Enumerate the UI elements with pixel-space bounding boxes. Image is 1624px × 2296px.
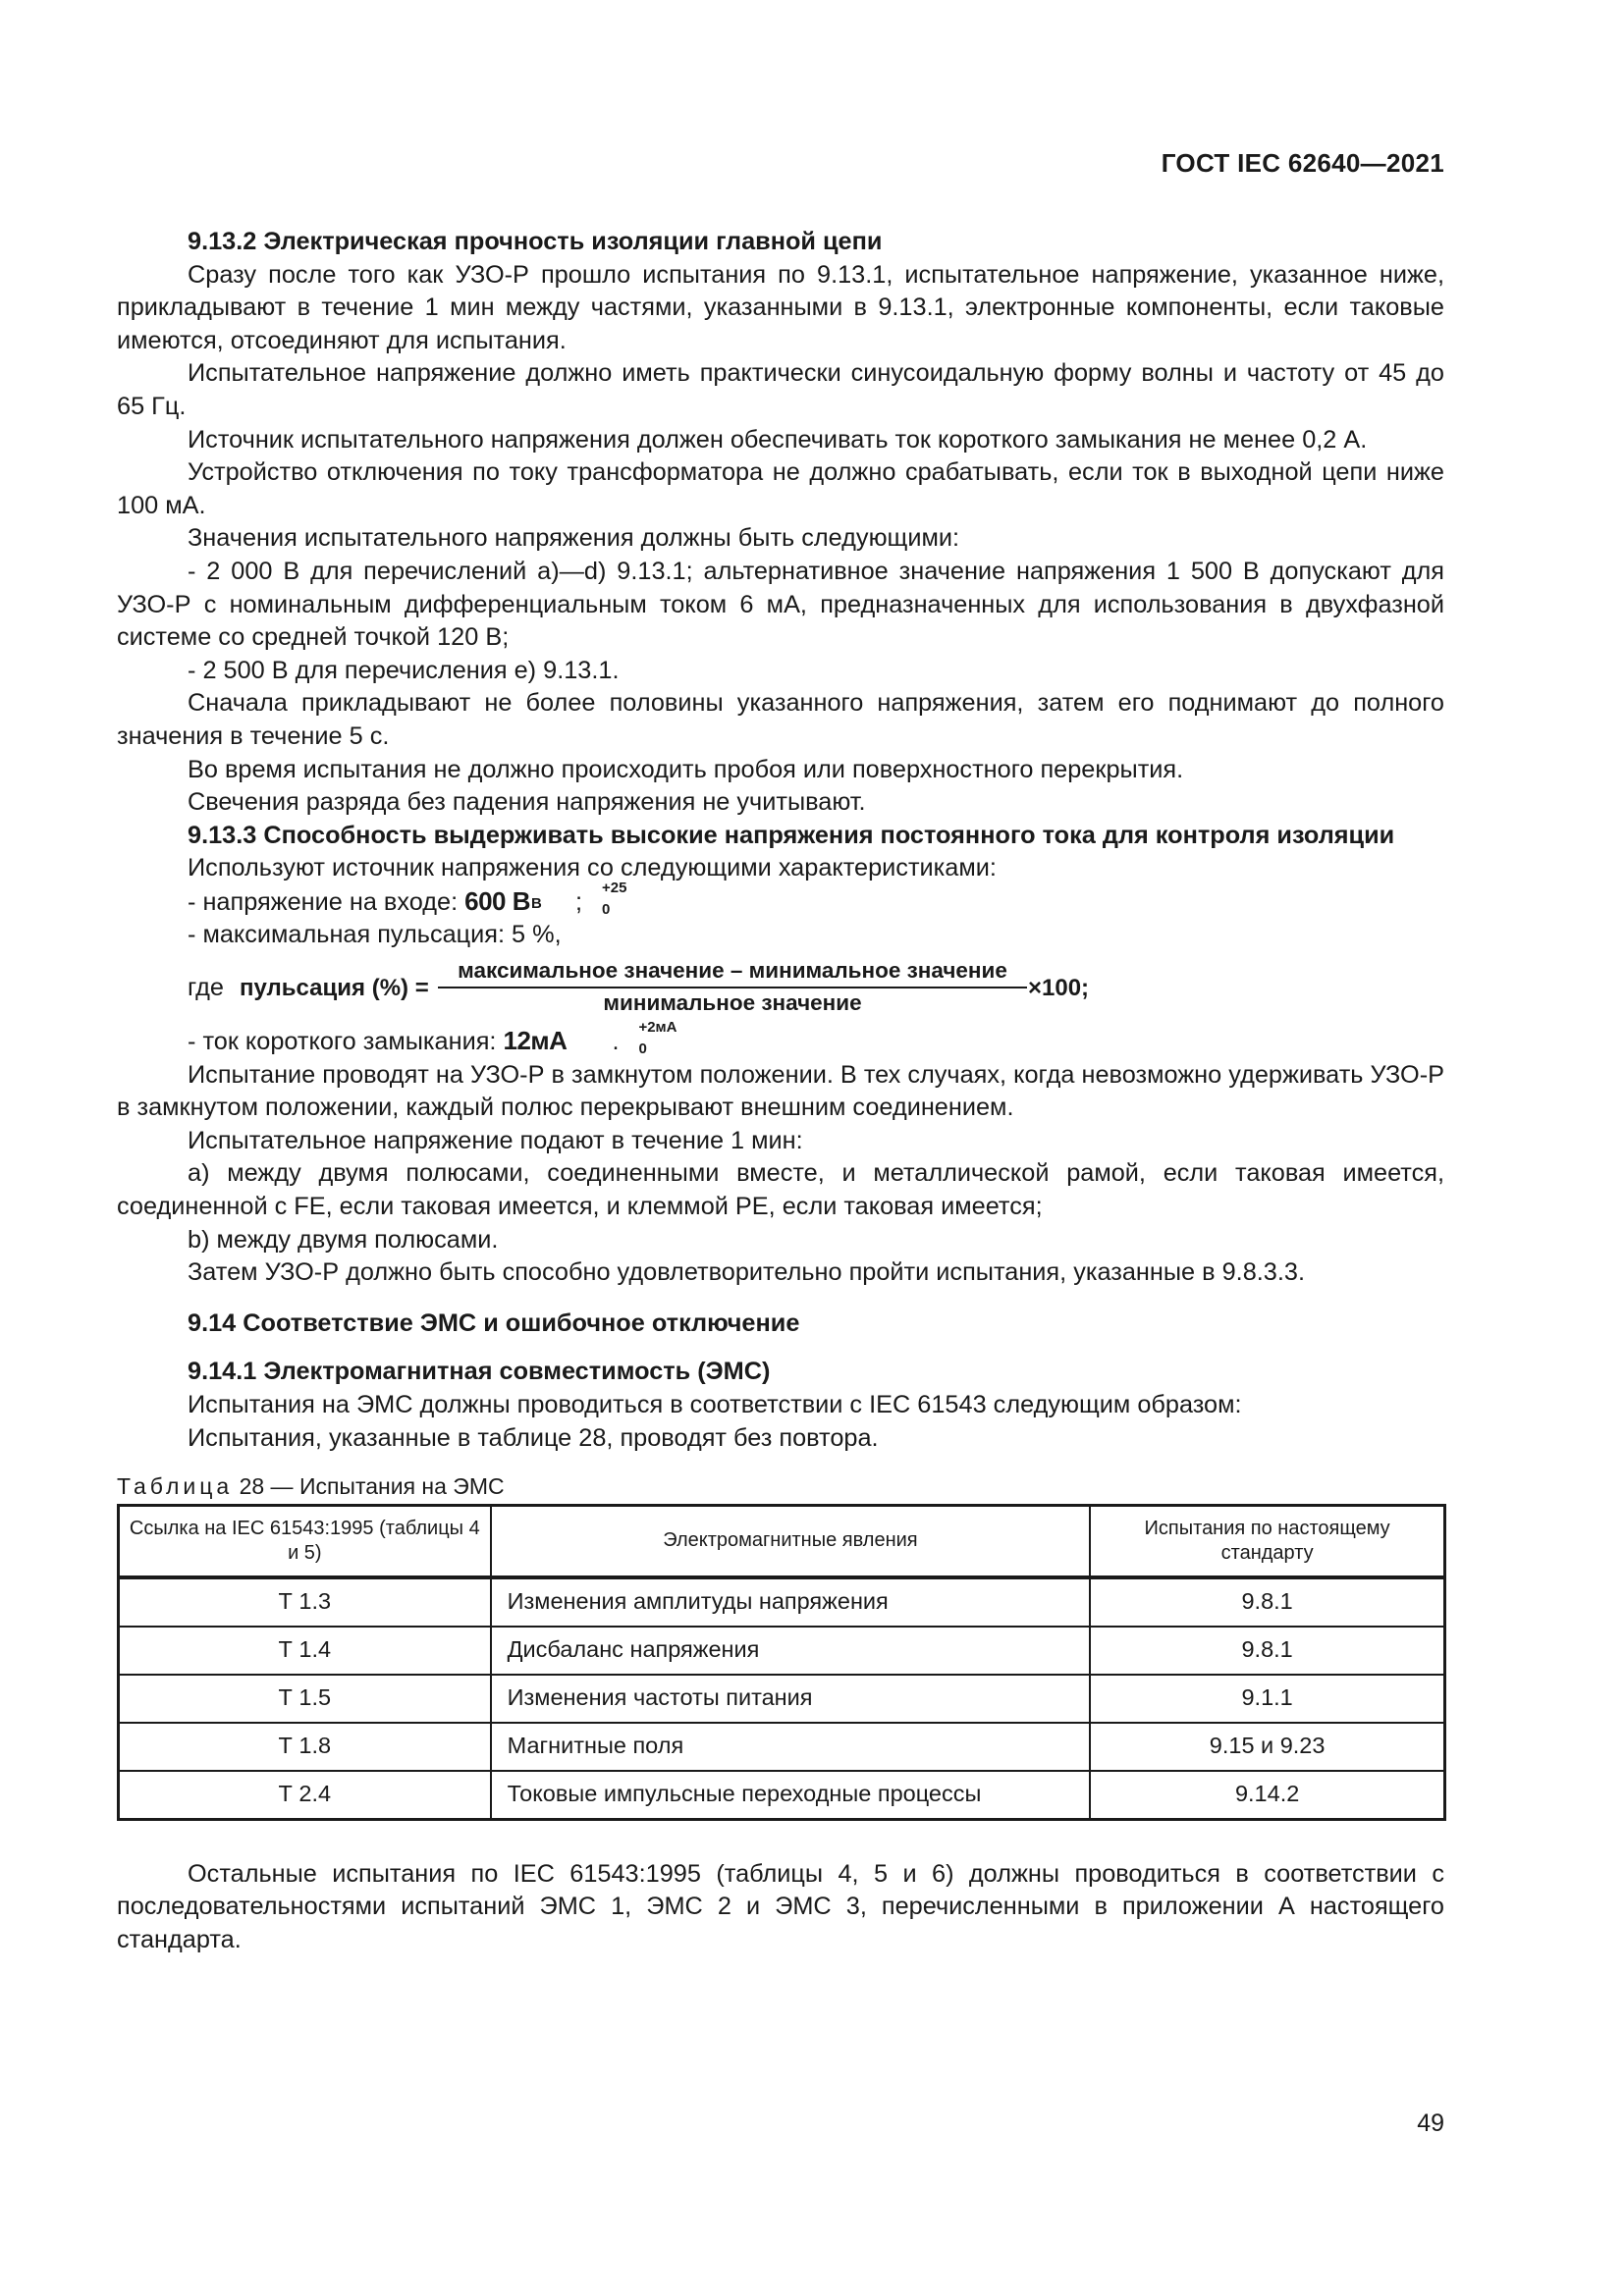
document-id: ГОСТ IEC 62640—2021 [1161,148,1444,178]
emc-tests-table [117,1504,1446,1821]
paragraph: Устройство отключения по току трансформатора не должно срабатывать, если ток в выходной цепи ниже 100 мА. [117,458,1444,519]
current-value: 12мА [503,1026,568,1056]
table-row [119,1675,1445,1723]
table-header-row [119,1505,1445,1577]
list-item-voltage [117,879,1444,920]
list-item-b: b) между двумя полюсами. [188,1225,499,1254]
paragraph: Испытательное напряжение подают в течение 1 мин: [188,1126,803,1154]
cell-reference: Т 1.8 [119,1723,491,1771]
table-row [119,1771,1445,1820]
formula-lead: где [188,974,224,1002]
heading-9-13-3: 9.13.3 Способность выдерживать высокие напряжения постоянного тока для контроля изоляции [188,821,1395,849]
paragraph: Сразу после того как УЗО-Р прошло испытания по 9.13.1, испытательное напряжение, указанное ниже, прикладывают в течение 1 мин между частями, указанными в 9.13.1, электронные компоненты, если таковые имеются, отсоединяют для испытания. [117,260,1444,354]
cell-test: 9.15 и 9.23 [1090,1723,1444,1771]
cell-phenomenon: Токовые импульсные переходные процессы [491,1771,1091,1820]
cell-reference: Т 1.4 [119,1627,491,1675]
tolerance-lower: 0 [602,900,611,918]
tolerance-upper: +25 В [531,879,627,912]
table-caption-text: 28 — Испытания на ЭМС [233,1473,505,1500]
paragraph: Испытания на ЭМС должны проводиться в соответствии с IEC 61543 следующим образом: [188,1391,1242,1418]
paragraph: Значения испытательного напряжения должны быть следующими: [188,524,960,553]
cell-phenomenon: Магнитные поля [491,1723,1091,1771]
voltage-value: 600 В [464,885,531,916]
table-row [119,1627,1445,1675]
formula-fraction [438,956,1027,1018]
paragraph: Затем УЗО-Р должно быть способно удовлетворительно пройти испытания, указанные в 9.8.3.3. [188,1258,1305,1287]
table-row [119,1723,1445,1771]
tolerance-upper: +2мА [638,1019,677,1037]
cell-reference: Т 1.5 [119,1675,491,1723]
cell-phenomenon: Изменения частоты питания [491,1675,1091,1723]
paragraph: Испытания, указанные в таблице 28, проводят без повтора. [188,1423,879,1452]
paragraph: Во время испытания не должно происходить пробоя или поверхностного перекрытия. [188,755,1184,783]
table-caption-label: Таблица [117,1473,234,1500]
list-item-end: . [612,1028,620,1056]
cell-test: 9.14.2 [1090,1771,1444,1820]
list-item-dash: - 2 000 В для перечислений а)—d) 9.13.1; альтернативное значение напряжения 1 500 В допускают для УЗО-Р с номинальным дифференциальным током 6 мА, предназначенных для использования в двухфазной системе со средней точкой 120 В; [117,557,1444,652]
list-item-a: а) между двумя полюсами, соединенными вместе, и металлической рамой, если таковая имеется, соединенной с FE, если таковая имеется, и клеммой PE, если таковая имеется; [117,1159,1444,1221]
list-item-end: ; [575,887,583,916]
column-header-tests: Испытания по настоящему стандарту [1090,1505,1444,1577]
document-body [117,226,1444,1957]
list-item-text: - ток короткого замыкания: [188,1028,504,1056]
list-item-current [117,1019,1444,1059]
paragraph-after-table: Остальные испытания по IEC 61543:1995 (таблицы 4, 5 и 6) должны проводиться в соответствии с последовательностями испытаний ЭМС 1, ЭМС 2 и ЭМС 3, перечисленными в приложении А настоящего стандарта. [117,1859,1444,1953]
paragraph: Источник испытательного напряжения должен обеспечивать ток короткого замыкания не менее 0,2 А. [188,425,1368,454]
cell-test: 9.8.1 [1090,1577,1444,1627]
cell-test: 9.8.1 [1090,1627,1444,1675]
paragraph: Сначала прикладывают не более половины указанного напряжения, затем его поднимают до полного значения в течение 5 с. [117,689,1444,750]
page-number: 49 [1417,2109,1444,2137]
heading-9-14: 9.14 Соответствие ЭМС и ошибочное отключение [188,1308,800,1337]
cell-test: 9.1.1 [1090,1675,1444,1723]
formula-denominator: минимальное значение [603,990,862,1016]
tolerance [567,1019,677,1058]
paragraph: Испытание проводят на УЗО-Р в замкнутом положении. В тех случаях, когда невозможно удерживать УЗО-Р в замкнутом положении, каждый полюс перекрывают внешним соединением. [117,1060,1444,1122]
tolerance-lower: 0 [638,1041,647,1058]
formula-numerator: максимальное значение – минимальное значение [438,956,1027,988]
list-item-dash: - максимальная пульсация: 5 %, [188,921,562,949]
cell-reference: Т 1.3 [119,1577,491,1627]
heading-9-13-2: 9.13.2 Электрическая прочность изоляции главной цепи [188,228,883,255]
table-row [119,1577,1445,1627]
tolerance [530,879,627,918]
column-header-reference: Ссылка на IEC 61543:1995 (таблицы 4 и 5) [119,1505,491,1577]
column-header-phenomena: Электромагнитные явления [491,1505,1091,1577]
list-item-text: - напряжение на входе: [188,887,465,916]
paragraph: Испытательное напряжение должно иметь практически синусоидальную форму волны и частоту от 45 до 65 Гц. [117,359,1444,420]
paragraph: Свечения разряда без падения напряжения не учитывают. [188,788,866,817]
ripple-formula [117,958,1444,1021]
cell-phenomenon: Изменения амплитуды напряжения [491,1577,1091,1627]
table-caption [117,1470,1444,1504]
list-item-dash: - 2 500 В для перечисления е) 9.13.1. [188,656,620,684]
cell-reference: Т 2.4 [119,1771,491,1820]
cell-phenomenon: Дисбаланс напряжения [491,1627,1091,1675]
heading-9-14-1: 9.14.1 Электромагнитная совместимость (ЭМС) [188,1358,771,1386]
formula-tail: ×100; [1028,975,1090,1002]
paragraph: Используют источник напряжения со следующими характеристиками: [188,854,997,882]
formula-name: пульсация (%) = [240,975,429,1002]
